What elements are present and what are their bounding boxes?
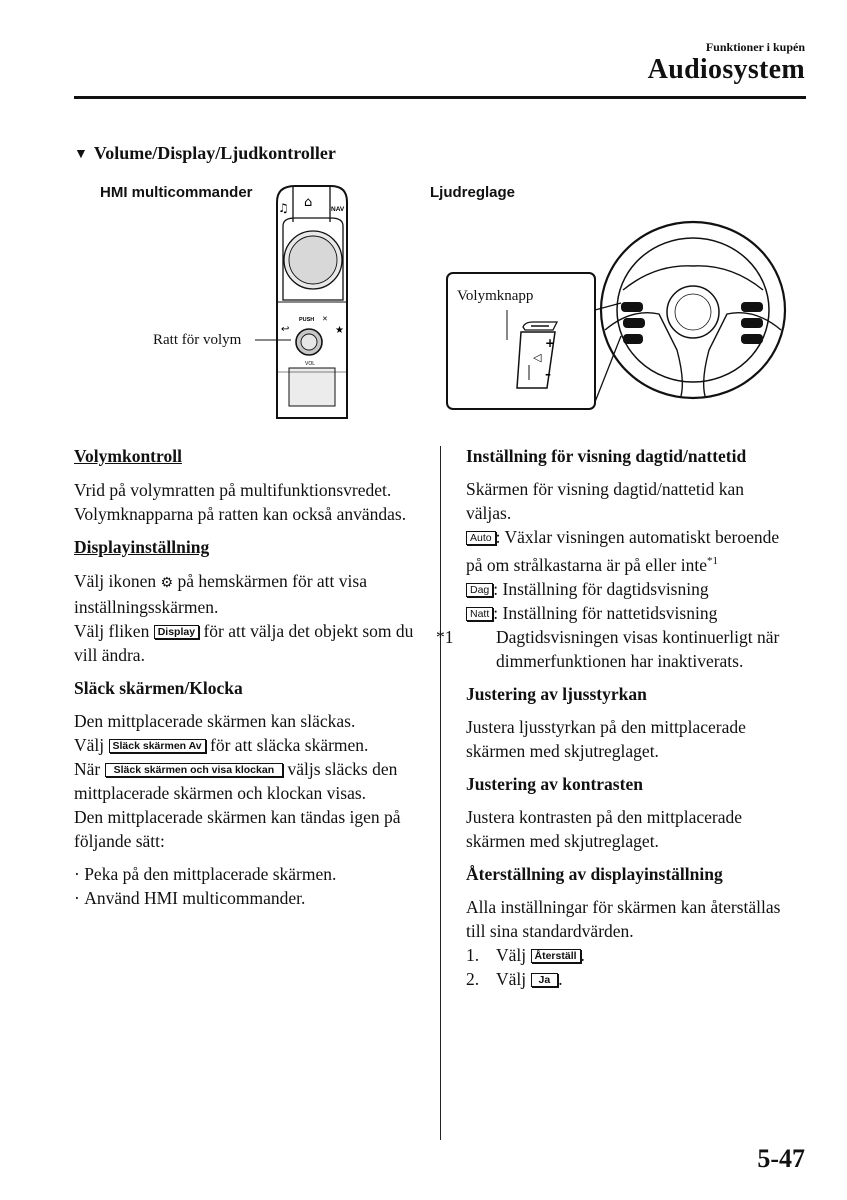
screen-off-clock-key: Släck skärmen och visa klockan: [105, 763, 284, 777]
contrast-heading: Justering av kontrasten: [466, 773, 643, 794]
left-column: [74, 444, 414, 910]
brightness-text: Justera ljusstyrkan på den mittplacerade skärmen med skjutreglaget.: [466, 716, 746, 761]
contrast-text: Justera kontrasten på den mittplacerade skärmen med skjutreglaget.: [466, 806, 743, 851]
svg-text:✕: ✕: [322, 315, 328, 323]
svg-text:★: ★: [335, 325, 344, 336]
steering-wheel-illustration: [445, 210, 790, 415]
column-divider: [440, 446, 441, 1140]
svg-text:+: +: [545, 336, 556, 350]
volume-text: Vrid på volymratten på multifunktionsvredet. Volymknapparna på ratten kan också användas.: [74, 480, 407, 524]
reset-step-2: 2. Välj Ja .: [466, 968, 563, 989]
hmi-label: HMI multicommander: [100, 184, 253, 201]
natt-key: Natt: [466, 607, 493, 621]
header-rule: [74, 96, 806, 99]
svg-text:VOL: VOL: [305, 361, 316, 367]
svg-text:NAV: NAV: [331, 206, 345, 213]
settings-gear-icon: ⚙: [160, 575, 174, 591]
page-title: Audiosystem: [647, 54, 805, 85]
section-title: [74, 143, 336, 164]
screen-text-4: Den mittplacerade skärmen kan tändas igen på följande sätt:: [74, 807, 401, 851]
right-column: [436, 444, 788, 991]
svg-text:♫: ♫: [278, 201, 289, 215]
svg-text:◁: ◁: [533, 351, 542, 364]
display-tab-key: Display: [154, 625, 199, 639]
volume-heading: Volymkontroll: [74, 446, 182, 466]
svg-text:PUSH: PUSH: [299, 317, 315, 323]
natt-option: Natt : Inställning för nattetidsvisning: [466, 601, 788, 625]
reset-key: Återställ: [531, 949, 581, 963]
footnote: *1 Dagtidsvisningen visas kontinuerligt när dimmerfunktionen har inaktiverats.: [436, 626, 780, 671]
dag-option: Dag : Inställning för dagtidsvisning: [466, 577, 788, 601]
svg-text:↩: ↩: [281, 324, 290, 335]
reset-step-1: 1. Välj Återställ .: [466, 944, 585, 965]
screen-heading: Släck skärmen/Klocka: [74, 678, 243, 698]
svg-text:⌂: ⌂: [304, 195, 313, 210]
chapter-label: Funktioner i kupén: [705, 40, 805, 54]
yes-key: Ja: [531, 973, 559, 987]
dag-key: Dag: [466, 583, 493, 597]
page-number: 5-47: [757, 1144, 805, 1173]
screen-text-2: Välj Släck skärmen Av för att släcka skärmen.: [74, 735, 369, 755]
hmi-multicommander-illustration: [255, 182, 360, 422]
reset-text: Alla inställningar för skärmen kan återställas till sina standardvärden.: [466, 896, 781, 941]
daynight-heading: Inställning för visning dagtid/nattetid: [466, 446, 747, 466]
screen-text-1: Den mittplacerade skärmen kan släckas.: [74, 711, 356, 731]
brightness-heading: Justering av ljusstyrkan: [466, 683, 647, 704]
reset-heading: Återställning av displayinställning: [466, 863, 723, 884]
screen-text-3: När Släck skärmen och visa klockan väljs släcks den mittplacerade skärmen och klockan visas.: [74, 759, 398, 803]
triangle-down-icon: ▼: [74, 147, 88, 162]
screen-off-key: Släck skärmen Av: [109, 739, 206, 753]
daynight-text: Skärmen för visning dagtid/nattetid kan väljas.: [466, 479, 745, 523]
auto-option: Auto : Växlar visningen automatiskt beroende på om strålkastarna är på eller inte$^{*1}$: [466, 527, 780, 575]
display-text-1: Välj ikonen ⚙ på hemskärmen för att visa inställningsskärmen.: [74, 571, 367, 617]
section-title-text: Volume/Display/Ljudkontroller: [93, 143, 336, 163]
svg-text:–: –: [545, 367, 551, 381]
bullet-item: · Peka på den mittplacerade skärmen.: [74, 864, 337, 884]
volume-button-label: Volymknapp: [457, 288, 534, 304]
display-text-2: Välj fliken Display för att välja det objekt som du vill ändra.: [74, 621, 414, 665]
audio-controls-label: Ljudreglage: [430, 184, 516, 201]
bullet-item: · Använd HMI multicommander.: [74, 888, 306, 908]
auto-key: Auto: [466, 531, 496, 545]
volume-dial-label: Ratt för volym: [153, 332, 242, 348]
display-heading: Displayinställning: [74, 537, 210, 557]
